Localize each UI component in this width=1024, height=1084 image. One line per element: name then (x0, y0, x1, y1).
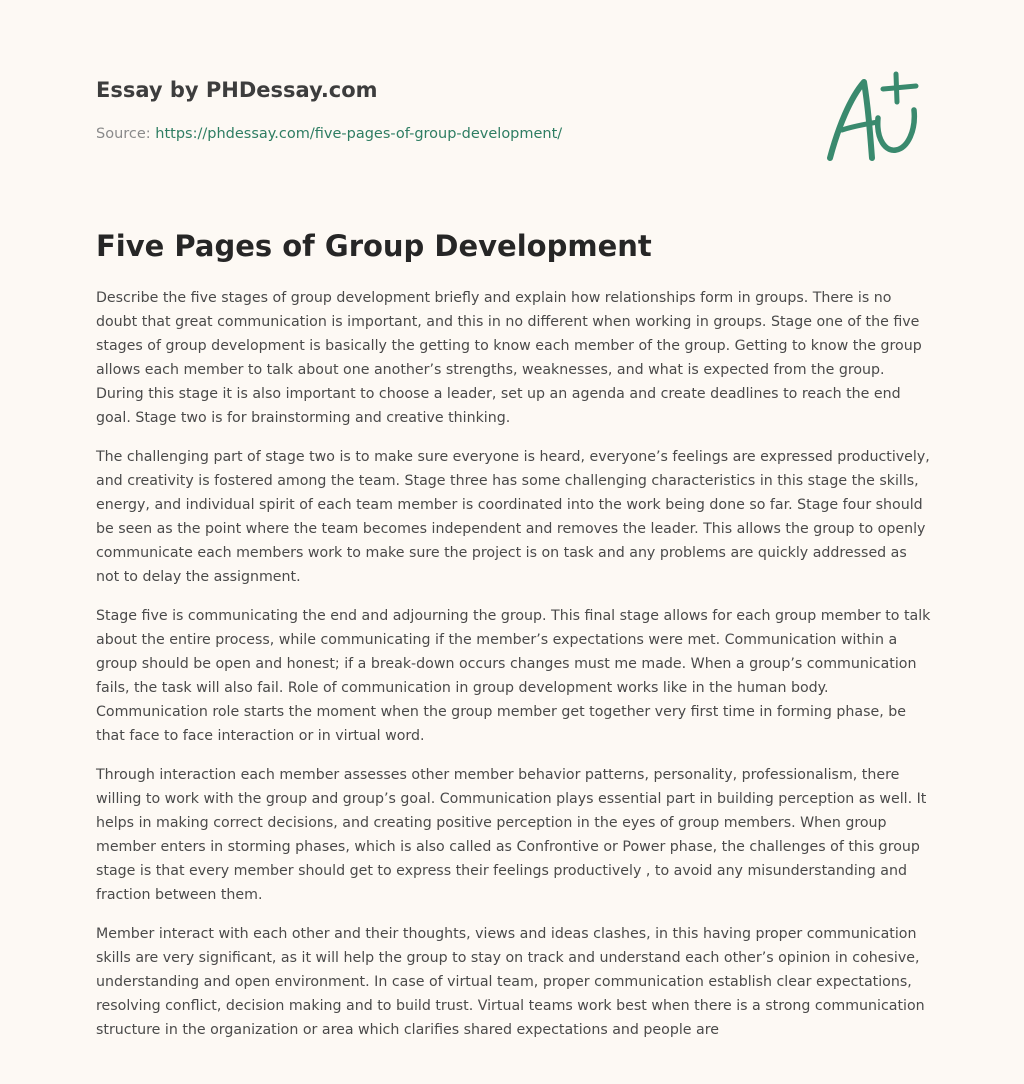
paragraph: Member interact with each other and their thoughts, views and ideas clashes, in this having proper communication skills are very significant, as it will help the group to stay on track and understand each other’s opinion in cohesive, understanding and open environment. In case of virtual team, proper communication establish clear expectations, resolving conflict, decision making and to build trust. Virtual teams work best when there is a strong communication structure in the organization or area which clarifies shared expectations and people are (96, 926, 925, 1038)
essay-header (96, 76, 736, 142)
source-link[interactable]: https://phdessay.com/five-pages-of-group-development/ (155, 126, 563, 142)
source-line (96, 124, 562, 144)
paragraph: The challenging part of stage two is to make sure everyone is heard, everyone’s feelings are expressed productively, and creativity is fostered among the team. Stage three has some challenging characteristics in this stage the skills, energy, and individual spirit of each team member is coordinated into the work being done so far. Stage four should be seen as the point where the team becomes independent and removes the leader. This allows the group to openly communicate each members work to make sure the project is on task and any problems are quickly addressed as not to delay the assignment. (96, 449, 930, 585)
paragraph: Stage five is communicating the end and adjourning the group. This final stage allows for each group member to talk about the entire process, while communicating if the member’s expectations were met. Communication within a group should be open and honest; if a break-down occurs changes must me made. When a group’s communication fails, the task will also fail. Role of communication in group development works like in the human body. Communication role starts the moment when the group member get together very first time in forming phase, be that face to face interaction or in virtual word. (96, 608, 931, 744)
essay-body (96, 286, 932, 1057)
a-plus-logo-icon (820, 66, 930, 166)
source-label: Source: (96, 126, 156, 142)
site-brand: Essay by PHDessay.com (96, 78, 378, 102)
paragraph: Describe the five stages of group development briefly and explain how relationships form in groups. There is no doubt that great communication is important, and this in no different when working in groups. Stage one of the five stages of group development is basically the getting to know each member of the group. Getting to know the group allows each member to talk about one another’s strengths, weaknesses, and what is expected from the group. During this stage it is also important to choose a leader, set up an agenda and create deadlines to reach the end goal. Stage two is for brainstorming and creative thinking. (96, 290, 922, 426)
paragraph: Through interaction each member assesses other member behavior patterns, personality, professionalism, there willing to work with the group and group’s goal. Communication plays essential part in building perception as well. It helps in making correct decisions, and creating positive perception in the eyes of group members. When group member enters in storming phases, which is also called as Confrontive or Power phase, the challenges of this group stage is that every member should get to express their feelings productively , to avoid any misunderstanding and fraction between them. (96, 767, 927, 903)
essay-title: Five Pages of Group Development (96, 229, 652, 263)
